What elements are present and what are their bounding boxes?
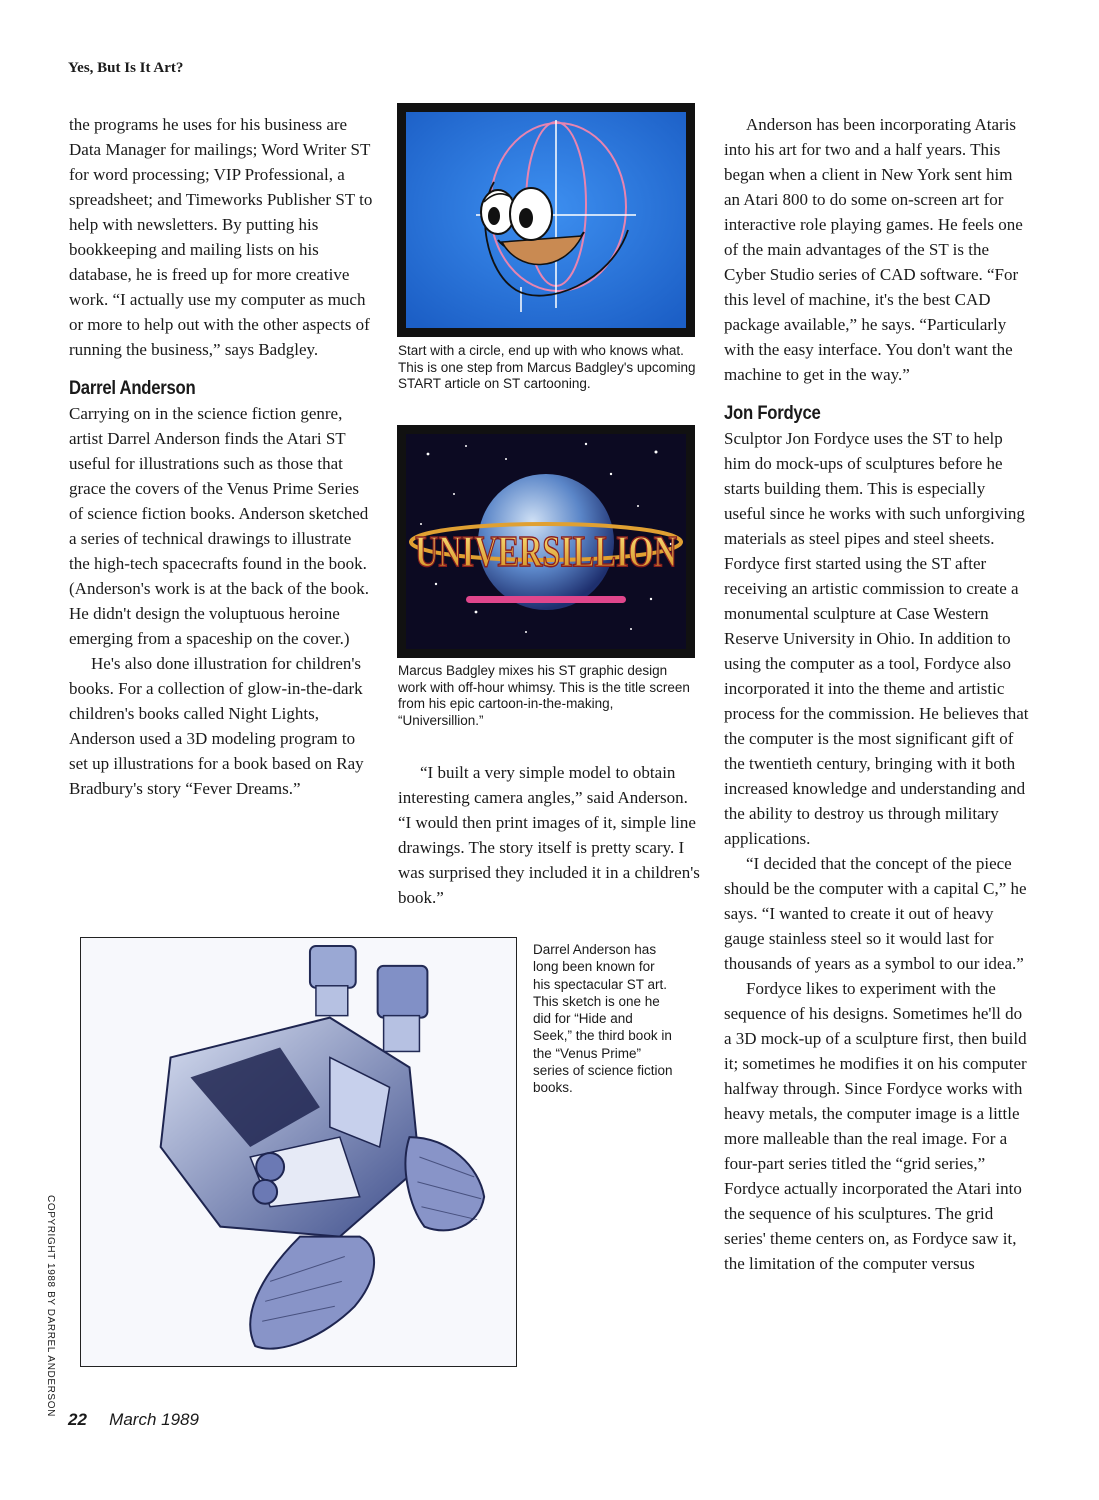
universillion-image [397,425,695,658]
image-credit: COPYRIGHT 1988 BY DARREL ANDERSON [45,1195,56,1417]
issue-date: March 1989 [109,1410,199,1429]
paragraph: He's also done illustration for children's books. For a collection of glow-in-the-dark children's books called Night Lights, Anderson used a 3D modeling program to set up illustrations for a book based on Ray Bradbury's story “Fever Dreams.” [69,654,364,798]
column-1 [69,112,375,801]
universillion-title-screen [406,434,686,649]
universillion-title-text: UNIVERSILLION [415,527,678,576]
section-heading-jon-fordyce: Jon Fordyce [724,403,821,424]
page-number: 22 [68,1410,87,1429]
caption-cartoon-face: Start with a circle, end up with who knows what. This is one step from Marcus Badgley's upcoming START article on ST cartooning. [398,343,696,391]
paragraph: Fordyce likes to experiment with the sequence of his designs. Sometimes he'll do a 3D mock-up of a sculpture first, then build it; sometimes he modifies it on his computer halfway through. Since Fordyce works with heavy metals, the computer image is a little more malleable than the real image. For a four-part series titled the “grid series,” Fordyce actually incorporated the Atari into the sequence of his sculptures. The grid series' theme centers on, as Fordyce saw it, the limitation of the computer versus [724,979,1027,1273]
paragraph: Anderson has been incorporating Ataris into his art for two and a half years. This began when a client in New York sent him an Atari 800 to do some on-screen art for interactive role playing games. He feels one of the main advantages of the ST is the Cyber Studio series of CAD software. “For this level of machine, it's the best CAD package available,” he says. “Particularly with the easy interface. You don't want the machine to get in the way.” [724,115,1023,384]
spacecraft-sketch-image [80,937,517,1367]
running-title: Yes, But Is It Art? [68,60,184,76]
caption-spacecraft-sketch: Darrel Anderson has long been known for his spectacular ST art. This sketch is one he did for “Hide and Seek,” the third book in the “Venus Prime” series of science fiction books. [533,942,673,1096]
spacecraft-sketch [81,938,516,1366]
cartoon-face-illustration [406,112,686,328]
paragraph: Carrying on in the science fiction genre, artist Darrel Anderson finds the Atari ST useful for illustrations such as those that grace the covers of the Venus Prime Series of science fiction books. Anderson sketched a series of technical drawings to illustrate the high-tech spacecrafts found in the book. (Anderson's work is at the back of the book. He didn't design the voluptuous heroine emerging from a spaceship on the cover.) [69,404,370,648]
paragraph: the programs he uses for his business are Data Manager for mailings; Word Writer ST for word processing; VIP Professional, a spreadsheet; and Timeworks Publisher ST to help with newsletters. By putting his bookkeeping and mailing lists on his database, he is freed up for more creative work. “I actually use my computer as much or more to help out with the other aspects of running the business,” says Badgley. [69,115,373,359]
paragraph: “I decided that the concept of the piece should be the computer with a capital C,” he says. “I wanted to create it out of heavy gauge stainless steel so it would last for thousands of years as a symbol to our idea.” [724,854,1027,973]
column-3 [724,112,1030,1276]
page-footer [68,1410,199,1430]
column-2-text [398,760,700,910]
caption-universillion: Marcus Badgley mixes his ST graphic design work with off-hour whimsy. This is the title screen from his epic cartoon-in-the-making, “Universillion.” [398,663,690,728]
paragraph: “I built a very simple model to obtain interesting camera angles,” said Anderson. “I would then print images of it, simple line drawings. The story itself is pretty scary. I was surprised they included it in a children's book.” [398,763,700,907]
paragraph: Sculptor Jon Fordyce uses the ST to help him do mock-ups of sculptures before he starts building them. This is especially useful since he works with such unforgiving materials as steel pipes and steel sheets. Fordyce first started using the ST after receiving an artistic commission to create a monumental sculpture at Case Western Reserve University in Ohio. In addition to using the computer as a tool, Fordyce also incorporated it into the theme and artistic process for the commission. He believes that the computer is the most significant gift of the twentieth century, bringing with it both increased knowledge and understanding and the ability to destroy us through military applications. [724,429,1029,848]
cartoon-face-image [397,103,695,337]
section-heading-darrel-anderson: Darrel Anderson [69,378,196,399]
